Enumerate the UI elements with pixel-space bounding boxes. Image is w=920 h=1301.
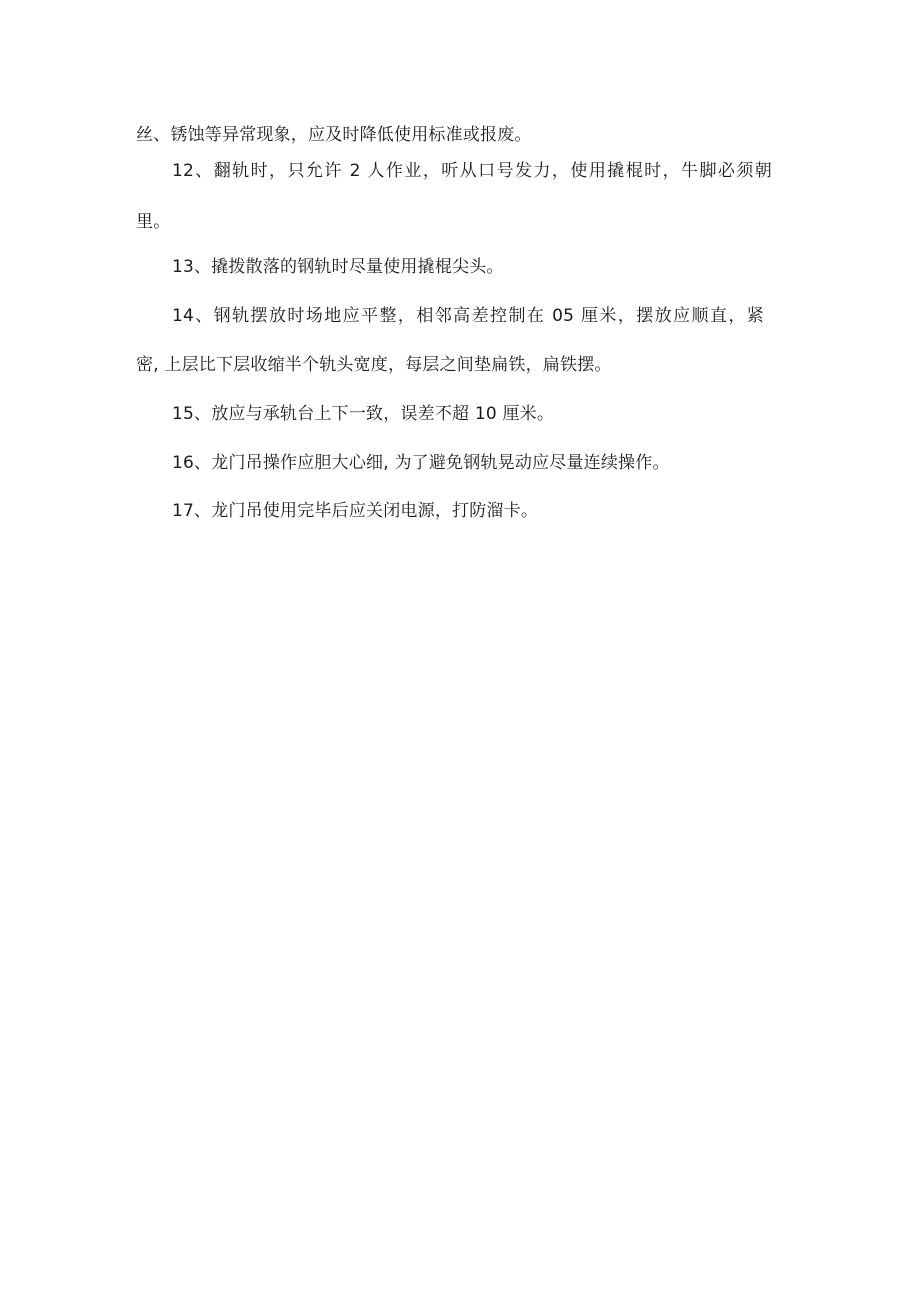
paragraph-line-item-15: 15、放应与承轨台上下一致，误差不超 10 厘米。 (172, 404, 555, 424)
paragraph-line-item-14-end: 密, 上层比下层收缩半个轨头宽度，每层之间垫扁铁，扁铁摆。 (136, 355, 612, 375)
paragraph-line-continuation: 丝、锈蚀等异常现象，应及时降低使用标准或报废。 (136, 125, 532, 145)
paragraph-line-item-12: 12、翻轨时，只允许 2 人作业，听从口号发力，使用撬棍时，牛脚必须朝 (172, 161, 772, 181)
paragraph-line-item-14: 14、钢轨摆放时场地应平整，相邻高差控制在 05 厘米，摆放应顺直，紧 (172, 306, 764, 326)
paragraph-line-item-16: 16、龙门吊操作应胆大心细, 为了避免钢轨晃动应尽量连续操作。 (172, 453, 670, 473)
paragraph-line-item-17: 17、龙门吊使用完毕后应关闭电源，打防溜卡。 (172, 501, 539, 521)
paragraph-line-item-13: 13、撬拨散落的钢轨时尽量使用撬棍尖头。 (172, 257, 504, 277)
paragraph-line-item-12-end: 里。 (136, 212, 171, 232)
